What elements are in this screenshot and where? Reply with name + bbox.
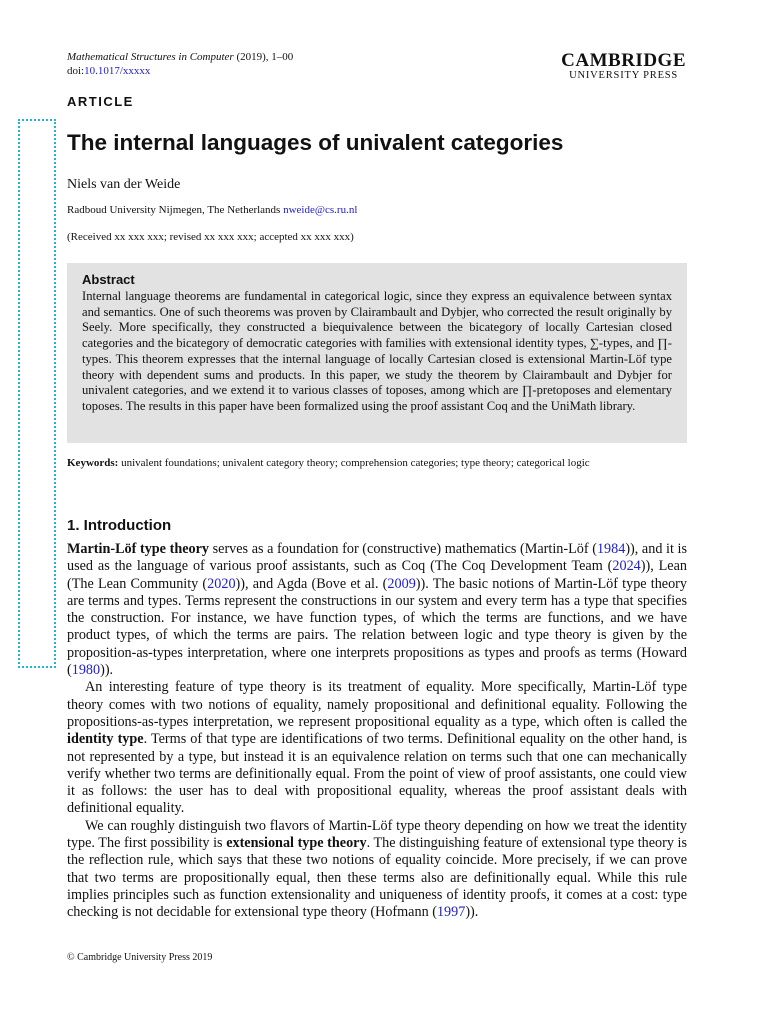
citation-link[interactable]: 1997 [436,904,466,921]
author-name: Niels van der Weide [67,177,181,192]
received-dates: (Received xx xxx xxx; revised xx xxx xxx; accepted xx xxx xxx) [67,231,354,243]
publisher-name: CAMBRIDGE [561,50,686,71]
publisher-subtitle: UNIVERSITY PRESS [569,70,679,81]
citation-link[interactable]: 1980 [71,662,101,679]
citation-link[interactable]: 2009 [387,575,416,592]
text-span: )), Lean (The Lean Community ( [67,558,687,592]
abstract-box [67,263,687,443]
section-heading-introduction: 1. Introduction [67,517,172,534]
affiliation [67,204,357,216]
text-span: An interesting feature of type theory is its treatment of equality. More specifically, Martin-Löf type theory comes with two notions of equality, namely propositional and definitional equality. Following the propositions-as-types interpretation, we represent propositional equality as a type, which often is called the [67,679,687,730]
citation-link[interactable]: 1984 [596,541,626,557]
journal-name: Mathematical Structures in Computer [67,51,234,63]
text-span: . Terms of that type are identifications of two terms. Definitional equality on the other hand, is not represented by a type, but instead it is an equivalence relation on terms such that one can mechanically verify whether two terms are definitionally equal. From the point of view of proof assistants, one could view it as follows: the user has to deal with propositional equality, whereas the proof assistant deals with definitional equality. [67,731,687,817]
abstract-text: Internal language theorems are fundamental in categorical logic, since they express an equivalence between syntax and semantics. One of such theorems was proven by Clairambault and Dybjer, who corrected the result originally by Seely. More specifically, they constructed a biequivalence between the bicategory of locally Cartesian closed categories and the bicategory of democratic categories with families with extensional identity types, ∑-types, and ∏-types. This theorem expresses that the internal language of locally Cartesian closed is extensional Martin-Löf type theory with dependent sums and products. In this paper, we study the theorem by Clairambault and Dybjer for univalent categories, and we extend it to various classes of toposes, among which are ∏-pretoposes and elementary toposes. The results in this paper have been formalized using the proof assistant Coq and the UniMath library. [82,289,672,413]
selection-highlight-box [18,119,56,668]
text-span: )), and Agda (Bove et al. ( [235,575,388,592]
text-span: )). [465,904,479,921]
keywords-text: univalent foundations; univalent category theory; comprehension categories; type theory; categorical logic [118,457,590,469]
copyright-footer: © Cambridge University Press 2019 [67,952,213,963]
article-type-label: ARTICLE [67,94,134,109]
doi-link[interactable]: 10.1017/xxxxx [84,65,151,77]
text-span: )), and it is used as the language of various proof assistants, such as Coq (The Coq Development Team ( [67,541,688,575]
term-extensional-type-theory: extensional type theory [226,835,367,852]
doi-prefix: doi: [67,65,85,77]
paragraph-3 [67,818,687,922]
journal-citation [67,50,293,78]
text-span: We can roughly distinguish two flavors of Martin-Löf type theory depending on how we treat the identity type. The first possibility is [67,817,687,852]
term-identity-type: identity type [67,731,144,748]
citation-link[interactable]: 2024 [612,558,641,575]
journal-year-pages: (2019), 1–00 [233,51,294,63]
text-span: . The distinguishing feature of extensional type theory is the reflection rule, which says that these two notions of equality coincide. More precisely, if we can prove that two terms are propositionally equal, then these terms also are definitionally equal. While this rule implies principles such as function extensionality and uniqueness of identity proofs, it comes at a cost: type checking is not decidable for extensional type theory (Hofmann ( [67,835,687,921]
publisher-logo [561,52,686,82]
paragraph-2 [67,679,687,817]
text-span: )). [100,662,114,679]
abstract-heading: Abstract [82,272,135,287]
paper-title: The internal languages of univalent categories [67,130,564,155]
paragraph-1 [67,541,687,679]
body-text [67,541,687,922]
text-span: serves as a foundation for (constructive) mathematics (Martin-Löf ( [209,541,597,557]
email-link[interactable]: nweide@cs.ru.nl [283,204,358,216]
citation-link[interactable]: 2020 [207,575,236,592]
keywords [67,457,590,469]
affiliation-text: Radboud University Nijmegen, The Netherlands [67,204,284,216]
text-span: )). The basic notions of Martin-Löf type theory are terms and types. Terms represent the constructions in our system and every term has a type that specifies the construction. For instance, we have function types, of which the terms are functions, and we have product types, of which the terms are pairs. The relation between logic and type theory is given by the proposition-as-types interpretation, where one interprets propositions as types and proofs as terms (Howard ( [67,575,687,679]
keywords-label: Keywords: [67,457,119,469]
term-martin-lof: Martin-Löf type theory [67,541,209,557]
